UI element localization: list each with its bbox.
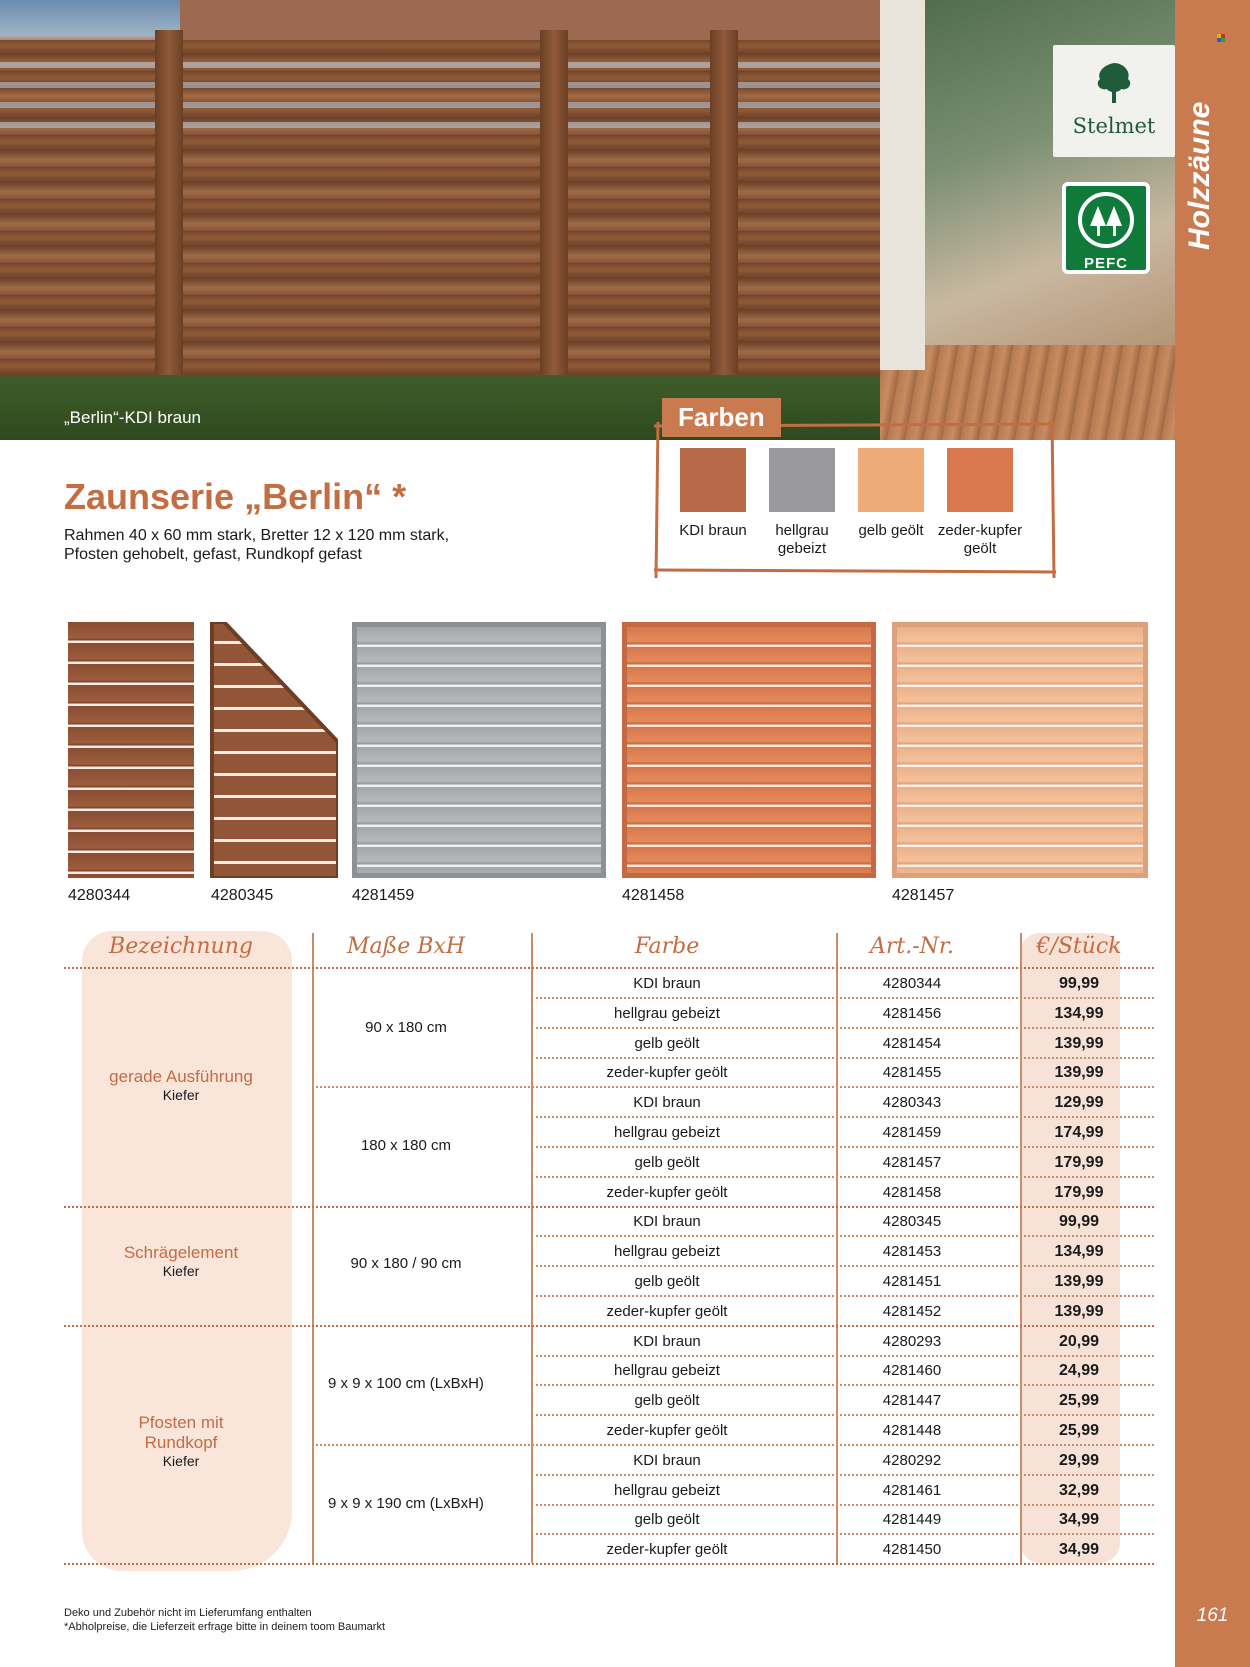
cell-artnr: 4280343 (882, 1094, 942, 1112)
group-pfosten (64, 1413, 298, 1470)
cell-preis: 179,99 (1054, 1183, 1104, 1201)
group-name: Rundkopf (144, 1433, 218, 1452)
dimension: 180 x 180 cm (360, 1137, 452, 1154)
group-material: Kiefer (162, 1087, 200, 1103)
header-masse: Maße BxH (346, 934, 466, 959)
cell-farbe: gelb geölt (634, 1153, 700, 1171)
cell-farbe: KDI braun (633, 1332, 701, 1350)
subtitle-line: Rahmen 40 x 60 mm stark, Bretter 12 x 120 mm stark, (64, 527, 450, 544)
cell-farbe: hellgrau gebeizt (614, 1004, 720, 1022)
swatch-label (665, 522, 761, 540)
swatch-kdi-braun (680, 448, 746, 512)
cell-artnr: 4281454 (882, 1034, 942, 1052)
cell-farbe: zeder-kupfer geölt (606, 1183, 728, 1201)
product-image-hellgrau (352, 622, 606, 878)
category-label: Holzzäune (1183, 101, 1216, 250)
cell-artnr: 4281448 (882, 1422, 942, 1439)
cell-artnr: 4281451 (882, 1273, 942, 1290)
cell-preis: 25,99 (1058, 1392, 1100, 1410)
header-artnr: Art.-Nr. (869, 934, 954, 959)
cell-preis: 139,99 (1054, 1034, 1104, 1052)
group-name: Pfosten mit (138, 1413, 224, 1432)
product-code: 4281457 (892, 887, 955, 904)
cell-preis: 174,99 (1054, 1124, 1104, 1141)
subtitle-line: Pfosten gehobelt, gefast, Rundkopf gefast (64, 546, 362, 563)
cell-farbe: zeder-kupfer geölt (606, 1302, 728, 1320)
swatch-label (754, 522, 850, 558)
cell-preis: 139,99 (1054, 1064, 1104, 1082)
cell-artnr: 4281457 (882, 1153, 942, 1171)
pefc-logo (1062, 182, 1150, 274)
group-name: Schrägelement (123, 1243, 239, 1262)
footnotes (64, 1606, 385, 1634)
cell-preis: 20,99 (1058, 1332, 1100, 1350)
cell-artnr: 4280345 (882, 1213, 942, 1231)
swatch-label (932, 522, 1028, 558)
cell-farbe: hellgrau gebeizt (614, 1243, 720, 1261)
product-image-kdi-90 (68, 622, 194, 878)
cell-farbe: zeder-kupfer geölt (606, 1422, 728, 1439)
product-image-slanted (210, 622, 338, 878)
footnote: Deko und Zubehör nicht im Lieferumfang enthalten (64, 1607, 312, 1619)
cell-farbe: KDI braun (633, 1451, 701, 1469)
header-divider (64, 967, 1154, 969)
cell-artnr: 4281449 (882, 1511, 942, 1529)
product-image-zeder-kupfer (622, 622, 876, 878)
row-divider (64, 1563, 1154, 1565)
swatch-label-line: gelb geölt (858, 522, 924, 539)
fence-post (710, 30, 738, 390)
pefc-tree-icon (1076, 192, 1136, 248)
hero-caption: „Berlin“-KDI braun (64, 408, 201, 427)
swatch-zeder-kupfer (947, 448, 1013, 512)
hero-photo (0, 0, 1175, 440)
cell-artnr: 4281459 (882, 1124, 942, 1141)
swatch-label-line: gebeizt (777, 540, 827, 557)
cell-farbe: hellgrau gebeizt (614, 1481, 720, 1499)
stelmet-logo-text: Stelmet (1072, 114, 1156, 138)
swatch-hellgrau (769, 448, 835, 512)
product-code: 4281458 (622, 887, 685, 904)
swatch-label-line: hellgrau (775, 522, 829, 539)
cell-artnr: 4280293 (882, 1332, 942, 1350)
cell-artnr: 4281455 (882, 1064, 942, 1082)
cell-farbe: zeder-kupfer geölt (606, 1064, 728, 1082)
group-schraeg (64, 1243, 298, 1280)
swatch-label-line: zeder-kupfer (937, 522, 1023, 539)
cell-farbe: hellgrau gebeizt (614, 1362, 720, 1380)
cell-farbe: KDI braun (633, 975, 701, 992)
print-marks (1217, 34, 1225, 42)
footnote: *Abholpreise, die Lieferzeit erfrage bitte in deinem toom Baumarkt (64, 1621, 386, 1633)
swatch-gelb (858, 448, 924, 512)
slanted-panel-graphic (210, 622, 338, 878)
swatch-label-line: KDI braun (679, 522, 747, 539)
cell-artnr: 4280292 (882, 1451, 942, 1469)
product-code: 4281459 (352, 887, 415, 904)
header-preis: €/Stück (1036, 934, 1122, 959)
cell-preis: 179,99 (1054, 1153, 1104, 1171)
cell-artnr: 4281458 (882, 1183, 942, 1201)
cell-artnr: 4281447 (882, 1392, 942, 1410)
cell-preis: 139,99 (1054, 1302, 1104, 1320)
white-pillar (880, 0, 925, 370)
cell-artnr: 4281456 (882, 1004, 942, 1022)
cell-preis: 99,99 (1058, 1213, 1100, 1231)
color-options-box (652, 402, 1057, 580)
cell-preis: 25,99 (1058, 1422, 1100, 1439)
cell-artnr: 4281452 (882, 1302, 942, 1320)
page-number: 161 (1196, 1605, 1229, 1626)
pefc-logo-text: PEFC (1083, 255, 1128, 272)
cell-farbe: KDI braun (633, 1213, 701, 1231)
cell-preis: 134,99 (1054, 1004, 1104, 1022)
fence-post (155, 30, 183, 390)
cell-preis: 99,99 (1058, 975, 1100, 992)
dimension: 9 x 9 x 190 cm (LxBxH) (328, 1495, 484, 1512)
product-image-gelb (892, 622, 1148, 878)
fence-gap (0, 82, 880, 88)
header-bezeichnung: Bezeichnung (109, 934, 253, 959)
tree-icon (1091, 59, 1137, 105)
cell-artnr: 4281461 (882, 1481, 942, 1499)
page-subtitle (64, 526, 449, 564)
cell-preis: 129,99 (1054, 1094, 1104, 1112)
color-options-heading: Farben (662, 398, 781, 437)
cell-preis: 24,99 (1058, 1362, 1100, 1380)
cell-farbe: KDI braun (633, 1094, 701, 1112)
fence-post (540, 30, 568, 390)
cell-preis: 134,99 (1054, 1243, 1104, 1261)
cell-artnr: 4281460 (882, 1362, 942, 1380)
swatch-label (843, 522, 939, 540)
fence-gap (0, 62, 880, 68)
cell-farbe: zeder-kupfer geölt (606, 1541, 728, 1559)
cell-artnr: 4281453 (882, 1243, 942, 1261)
group-material: Kiefer (162, 1263, 200, 1279)
cell-preis: 139,99 (1054, 1273, 1104, 1290)
cell-preis: 34,99 (1058, 1511, 1100, 1529)
cell-preis: 34,99 (1058, 1541, 1100, 1559)
product-code: 4280344 (68, 887, 131, 904)
cell-farbe: gelb geölt (634, 1511, 700, 1529)
cell-farbe: gelb geölt (634, 1273, 700, 1290)
product-code: 4280345 (211, 887, 274, 904)
page-title: Zaunserie „Berlin“ * (64, 476, 407, 517)
cell-farbe: gelb geölt (634, 1392, 700, 1410)
swatch-label-line: geölt (963, 540, 997, 557)
stelmet-logo (1053, 45, 1175, 157)
dimension: 90 x 180 cm (365, 1019, 447, 1036)
fence-gap (0, 122, 880, 128)
header-farbe: Farbe (634, 934, 700, 959)
cell-artnr: 4280344 (882, 975, 942, 992)
cell-artnr: 4281450 (882, 1541, 942, 1559)
side-band (1175, 0, 1250, 1667)
price-table (64, 925, 1154, 1565)
group-material: Kiefer (162, 1453, 200, 1469)
cell-preis: 29,99 (1058, 1451, 1100, 1469)
fence-gap (0, 102, 880, 108)
group-gerade (64, 1067, 298, 1104)
fence-panels (0, 40, 880, 380)
dimension: 90 x 180 / 90 cm (350, 1255, 462, 1272)
dimension: 9 x 9 x 100 cm (LxBxH) (328, 1375, 484, 1392)
cell-farbe: gelb geölt (634, 1034, 700, 1052)
cell-farbe: hellgrau gebeizt (614, 1124, 720, 1141)
cell-preis: 32,99 (1058, 1481, 1100, 1499)
group-name: gerade Ausführung (109, 1067, 253, 1086)
